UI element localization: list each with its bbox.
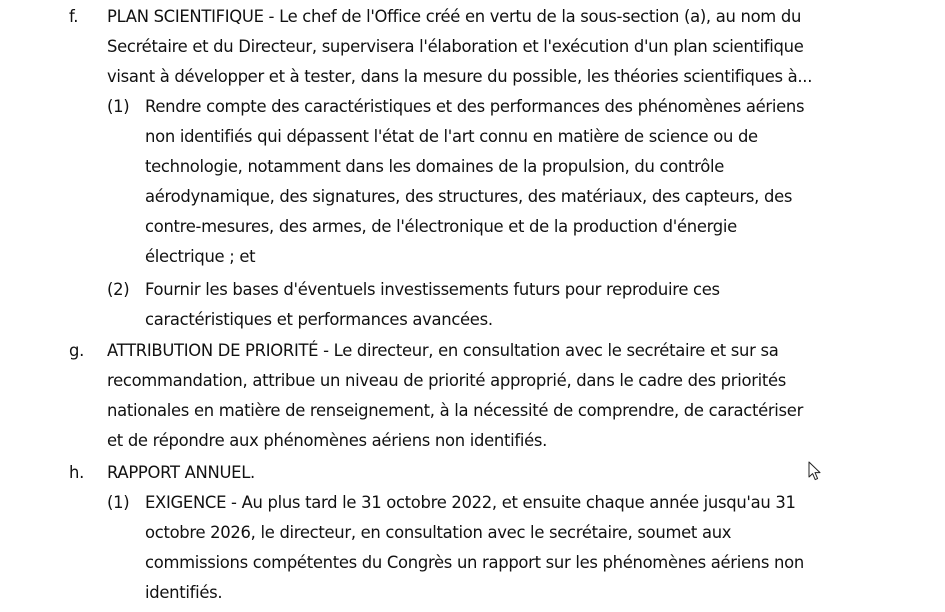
text-line: nationales en matière de renseignement, à la nécessité de comprendre, de caractériser: [107, 401, 804, 420]
text-line: et de répondre aux phénomènes aériens non identifiés.: [107, 431, 548, 450]
text-line: identifiés.: [145, 583, 223, 602]
text-line: technologie, notamment dans les domaines de la propulsion, du contrôle: [145, 157, 724, 176]
item-text: [145, 488, 804, 608]
item-text: [107, 336, 803, 456]
text-line: visant à développer et à tester, dans la mesure du possible, les théories scientifiques à...: [107, 67, 813, 86]
item-marker: h.: [69, 463, 84, 482]
text-line: octobre 2026, le directeur, en consultation avec le secrétaire, soumet aux: [145, 523, 732, 542]
item-marker: (1): [107, 97, 130, 116]
item-text: [145, 275, 720, 335]
text-line: recommandation, attribue un niveau de priorité approprié, dans le cadre des priorités: [107, 371, 787, 390]
text-line: aérodynamique, des signatures, des structures, des matériaux, des capteurs, des: [145, 187, 793, 206]
text-line: non identifiés qui dépassent l'état de l'art connu en matière de science ou de: [145, 127, 758, 146]
text-line: EXIGENCE - Au plus tard le 31 octobre 2022, et ensuite chaque année jusqu'au 31: [145, 493, 796, 512]
item-text: [107, 2, 812, 92]
text-line: Fournir les bases d'éventuels investissements futurs pour reproduire ces: [145, 280, 720, 299]
text-line: commissions compétentes du Congrès un rapport sur les phénomènes aériens non: [145, 553, 804, 572]
mouse-pointer-icon: [808, 461, 822, 481]
text-line: Secrétaire et du Directeur, supervisera l'élaboration et l'exécution d'un plan scientifique: [107, 37, 804, 56]
text-line: ATTRIBUTION DE PRIORITÉ - Le directeur, en consultation avec le secrétaire et sur sa: [107, 341, 779, 360]
text-line: électrique ; et: [145, 247, 256, 266]
item-text: [107, 458, 255, 488]
text-line: RAPPORT ANNUEL.: [107, 463, 255, 482]
item-marker: (2): [107, 280, 130, 299]
item-marker: (1): [107, 493, 130, 512]
text-line: PLAN SCIENTIFIQUE - Le chef de l'Office créé en vertu de la sous-section (a), au nom du: [107, 7, 802, 26]
text-line: contre-mesures, des armes, de l'électronique et de la production d'énergie: [145, 217, 737, 236]
text-line: caractéristiques et performances avancées.: [145, 310, 493, 329]
item-marker: f.: [69, 7, 79, 26]
text-line: Rendre compte des caractéristiques et des performances des phénomènes aériens: [145, 97, 805, 116]
item-marker: g.: [69, 341, 85, 360]
item-text: [145, 92, 804, 272]
